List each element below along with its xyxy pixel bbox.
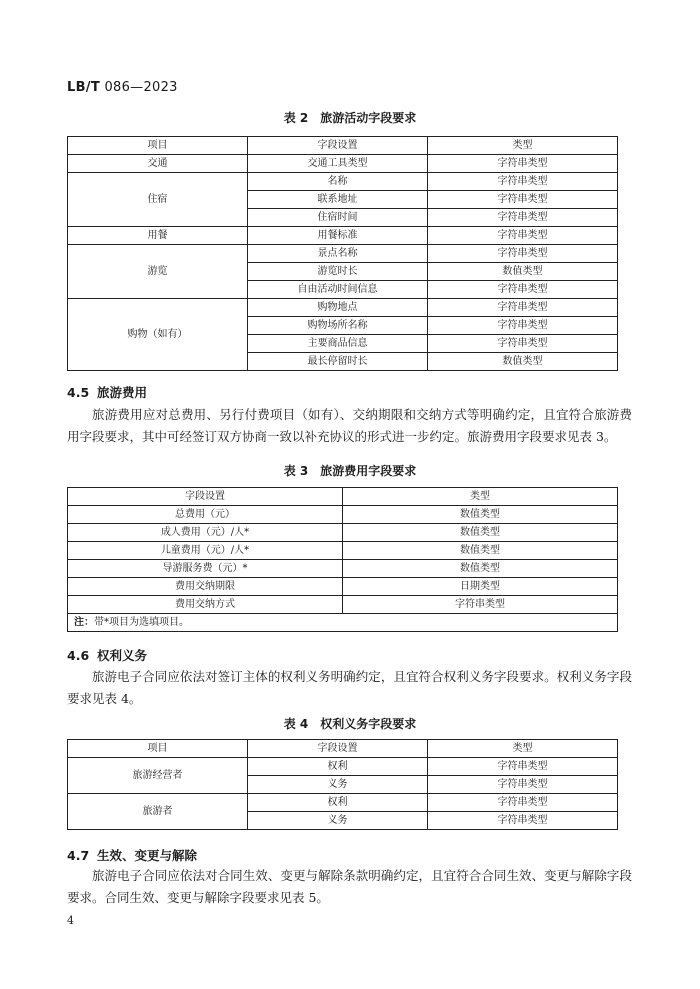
column-header: 类型 bbox=[428, 137, 618, 155]
type-cell: 数值类型 bbox=[343, 506, 618, 524]
field-cell: 费用交纳方式 bbox=[68, 596, 343, 614]
item-cell: 用餐 bbox=[68, 227, 248, 245]
page-header bbox=[67, 80, 178, 95]
table-row bbox=[68, 155, 618, 173]
item-cell: 游览 bbox=[68, 245, 248, 299]
field-cell: 游览时长 bbox=[248, 263, 428, 281]
type-cell: 数值类型 bbox=[343, 560, 618, 578]
table-row bbox=[68, 299, 618, 317]
table3-caption: 表 3 旅游费用字段要求 bbox=[283, 464, 417, 478]
field-cell: 义务 bbox=[248, 812, 428, 830]
table-row bbox=[68, 173, 618, 191]
table-note-row bbox=[68, 614, 618, 632]
type-cell: 日期类型 bbox=[343, 578, 618, 596]
field-cell: 住宿时间 bbox=[248, 209, 428, 227]
section-title: 旅游费用 bbox=[97, 385, 148, 400]
field-cell: 购物地点 bbox=[248, 299, 428, 317]
item-cell: 购物（如有） bbox=[68, 299, 248, 371]
type-cell: 字符串类型 bbox=[428, 317, 618, 335]
table-header-row bbox=[68, 488, 618, 506]
type-cell: 字符串类型 bbox=[343, 596, 618, 614]
table4 bbox=[67, 739, 618, 830]
type-cell: 字符串类型 bbox=[428, 794, 618, 812]
item-cell: 交通 bbox=[68, 155, 248, 173]
item-cell: 旅游者 bbox=[68, 794, 248, 830]
type-cell: 字符串类型 bbox=[428, 281, 618, 299]
type-cell: 字符串类型 bbox=[428, 299, 618, 317]
standard-number: 086—2023 bbox=[100, 80, 178, 95]
type-cell: 数值类型 bbox=[428, 353, 618, 371]
column-header: 字段设置 bbox=[68, 488, 343, 506]
section-number: 4.7 bbox=[67, 848, 90, 863]
field-cell: 导游服务费（元）* bbox=[68, 560, 343, 578]
type-cell: 字符串类型 bbox=[428, 191, 618, 209]
field-cell: 购物场所名称 bbox=[248, 317, 428, 335]
table-note bbox=[68, 614, 618, 632]
field-cell: 主要商品信息 bbox=[248, 335, 428, 353]
field-cell: 交通工具类型 bbox=[248, 155, 428, 173]
field-cell: 义务 bbox=[248, 776, 428, 794]
section-number: 4.5 bbox=[67, 385, 90, 400]
note-label: 注： bbox=[74, 617, 94, 628]
table-row bbox=[68, 794, 618, 812]
column-header: 字段设置 bbox=[248, 740, 428, 758]
type-cell: 字符串类型 bbox=[428, 227, 618, 245]
table-row bbox=[68, 596, 618, 614]
section-4-6-body: 旅游电子合同应依法对签订主体的权利义务明确约定，且宜符合权利义务字段要求。权利义务字段要求见表 4。 bbox=[67, 669, 632, 706]
page-number: 4 bbox=[67, 914, 74, 927]
field-cell: 儿童费用（元）/人* bbox=[68, 542, 343, 560]
type-cell: 字符串类型 bbox=[428, 245, 618, 263]
field-cell: 自由活动时间信息 bbox=[248, 281, 428, 299]
type-cell: 数值类型 bbox=[343, 542, 618, 560]
type-cell: 字符串类型 bbox=[428, 155, 618, 173]
field-cell: 费用交纳期限 bbox=[68, 578, 343, 596]
type-cell: 字符串类型 bbox=[428, 173, 618, 191]
field-cell: 最长停留时长 bbox=[248, 353, 428, 371]
table-row bbox=[68, 758, 618, 776]
table-header-row bbox=[68, 740, 618, 758]
section-title: 权利义务 bbox=[97, 648, 148, 663]
type-cell: 字符串类型 bbox=[428, 758, 618, 776]
field-cell: 权利 bbox=[248, 794, 428, 812]
table3 bbox=[67, 487, 618, 632]
column-header: 项目 bbox=[68, 137, 248, 155]
type-cell: 字符串类型 bbox=[428, 812, 618, 830]
type-cell: 数值类型 bbox=[428, 263, 618, 281]
table-row bbox=[68, 542, 618, 560]
table-row bbox=[68, 578, 618, 596]
standard-prefix: LB/T bbox=[67, 80, 101, 95]
section-title: 生效、变更与解除 bbox=[97, 848, 198, 863]
section-4-5-body: 旅游费用应对总费用、另行付费项目（如有）、交纳期限和交纳方式等明确约定，且宜符合旅游费用字段要求，其中可经签订双方协商一致以补充协议的形式进一步约定。旅游费用字段要求见表 3。 bbox=[67, 407, 632, 444]
type-cell: 字符串类型 bbox=[428, 335, 618, 353]
column-header: 类型 bbox=[428, 740, 618, 758]
table-row bbox=[68, 560, 618, 578]
type-cell: 字符串类型 bbox=[428, 209, 618, 227]
note-text: 带*项目为选填项目。 bbox=[94, 617, 189, 628]
table4-caption: 表 4 权利义务字段要求 bbox=[283, 717, 417, 731]
column-header: 类型 bbox=[343, 488, 618, 506]
table-row bbox=[68, 245, 618, 263]
item-cell: 旅游经营者 bbox=[68, 758, 248, 794]
field-cell: 景点名称 bbox=[248, 245, 428, 263]
table-row bbox=[68, 524, 618, 542]
type-cell: 数值类型 bbox=[343, 524, 618, 542]
section-number: 4.6 bbox=[67, 648, 90, 663]
field-cell: 权利 bbox=[248, 758, 428, 776]
table2 bbox=[67, 136, 618, 371]
type-cell: 字符串类型 bbox=[428, 776, 618, 794]
column-header: 项目 bbox=[68, 740, 248, 758]
table-row bbox=[68, 227, 618, 245]
column-header: 字段设置 bbox=[248, 137, 428, 155]
field-cell: 用餐标准 bbox=[248, 227, 428, 245]
item-cell: 住宿 bbox=[68, 173, 248, 227]
table-header-row bbox=[68, 137, 618, 155]
field-cell: 名称 bbox=[248, 173, 428, 191]
table-row bbox=[68, 506, 618, 524]
table2-caption: 表 2 旅游活动字段要求 bbox=[283, 111, 417, 125]
field-cell: 成人费用（元）/人* bbox=[68, 524, 343, 542]
field-cell: 联系地址 bbox=[248, 191, 428, 209]
field-cell: 总费用（元） bbox=[68, 506, 343, 524]
section-4-7-body: 旅游电子合同应依法对合同生效、变更与解除条款明确约定，且宜符合合同生效、变更与解除字段要求。合同生效、变更与解除字段要求见表 5。 bbox=[67, 868, 632, 905]
